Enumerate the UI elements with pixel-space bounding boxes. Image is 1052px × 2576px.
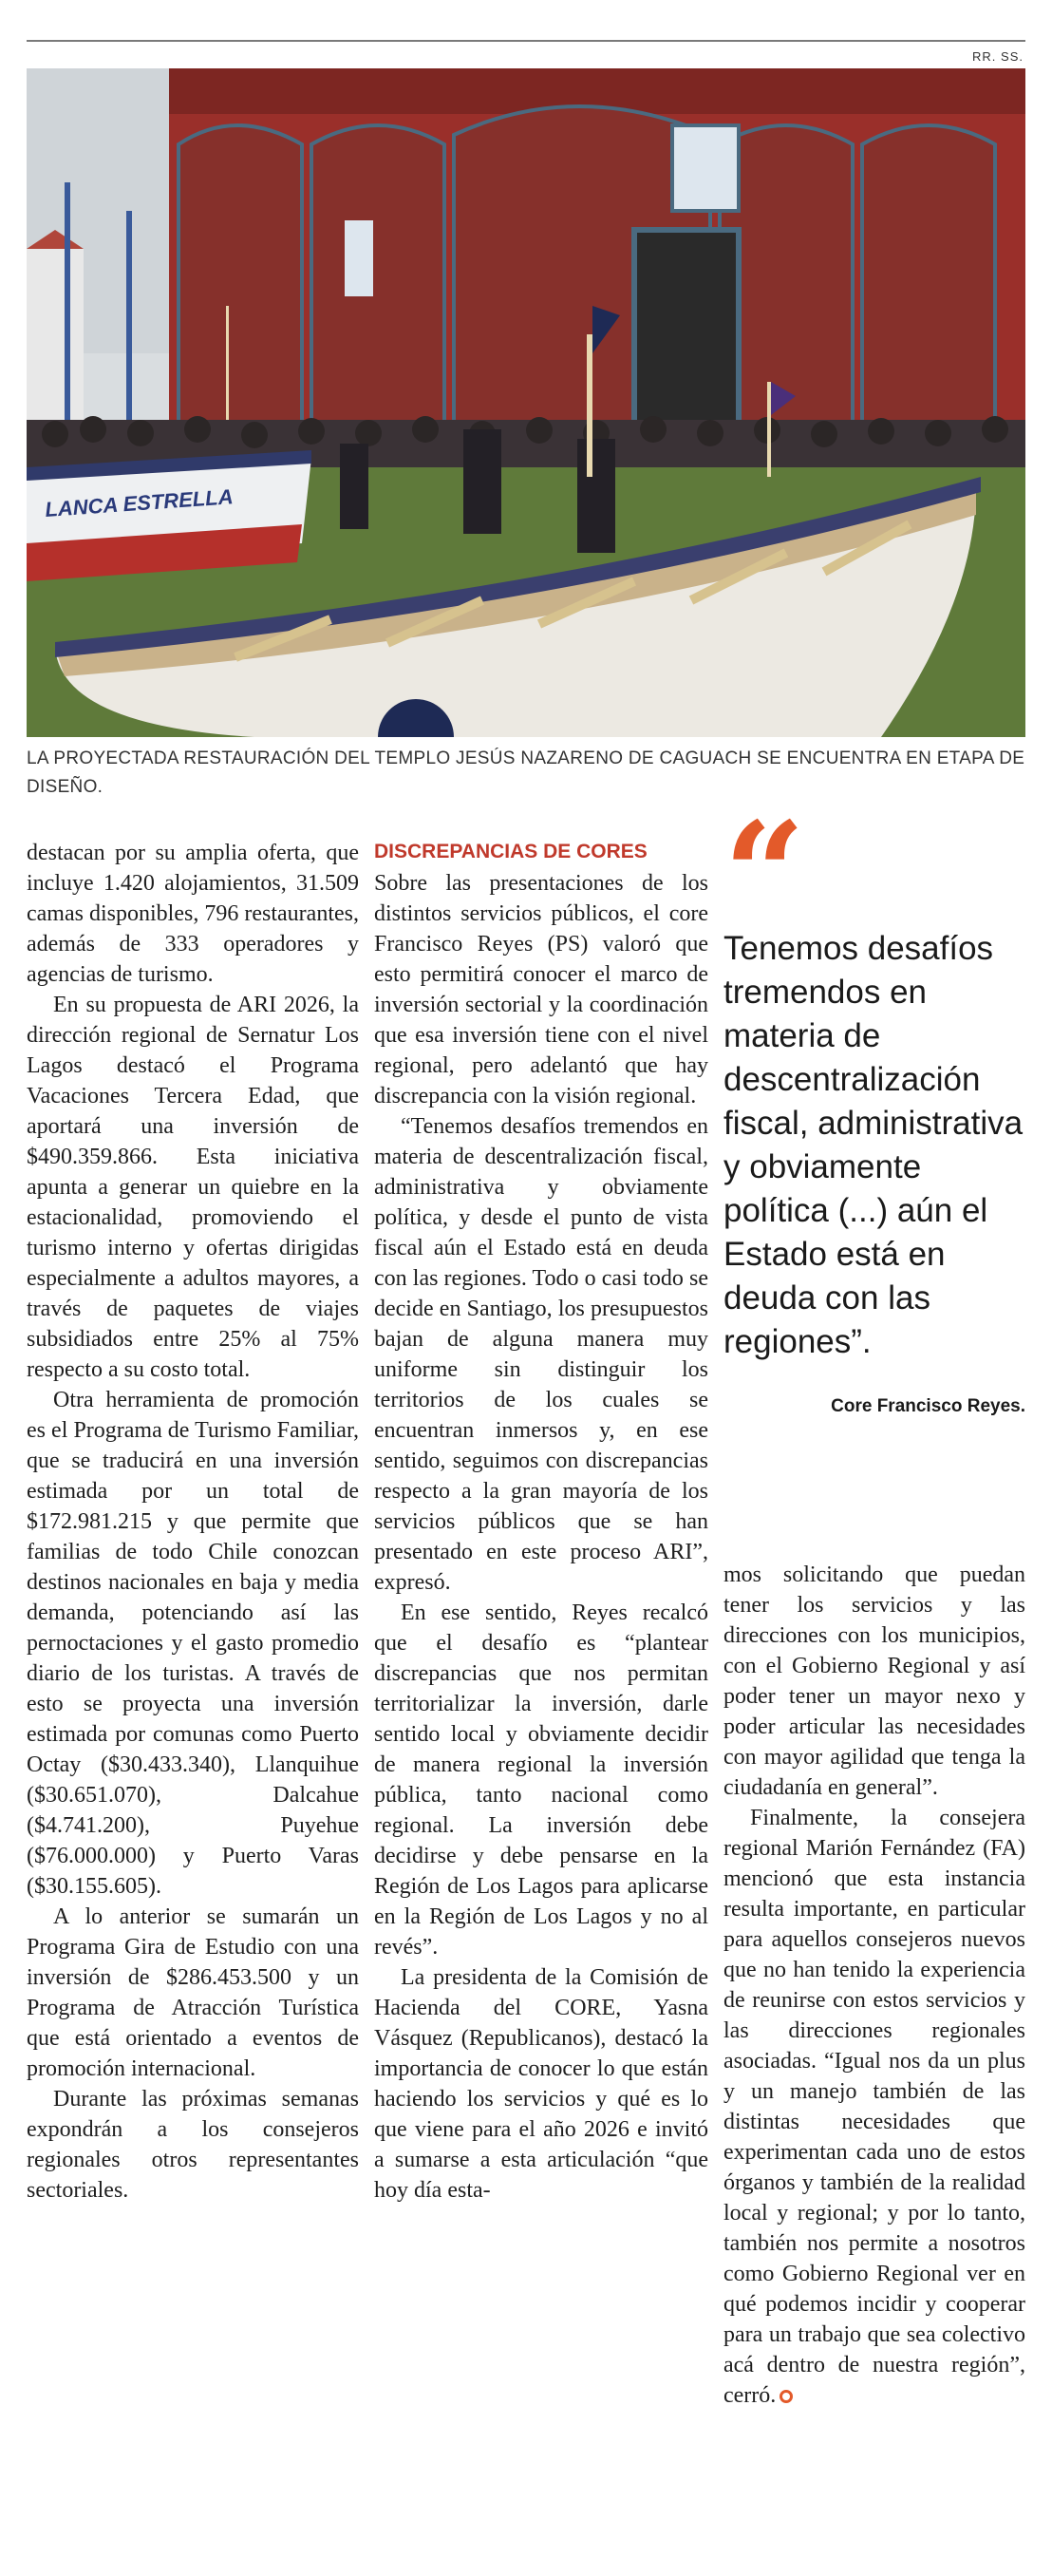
- paragraph: Durante las próximas semanas expondrán a los consejeros regionales otros representantes sectoriales.: [27, 2087, 359, 2203]
- paragraph: En su propuesta de ARI 2026, la dirección regional de Sernatur Los Lagos destacó el Programa Vacaciones Tercera Edad, que aportará una inversión de $490.359.866. Esta iniciativa apunta a generar un quiebre en la estacionalidad, promoviendo el turismo interno y ofertas dirigidas especialmente a adultos mayores, a través de paquetes de viajes subsidiados entre 25% al 75% respecto a su costo total.: [27, 993, 359, 1382]
- paragraph-text: Finalmente, la consejera regional Marión Fernández (FA) mencionó que esta instancia resulta importante, en particular para aquellos consejeros nuevos que no han tenido la experiencia de reunirse con estos servicios y las direcciones regionales asociadas. “Igual nos da un plus y un manejo también de las distintas necesidades que experimentan cada uno de estos órganos y también de la realidad local y regional; y por lo tanto, también nos permite a nosotros como Gobierno Regional ver en qué podemos incidir y cooperar para un trabajo que sea colectivo acá dentro de nuestra región”, cerró.: [723, 1806, 1025, 2408]
- paragraph: destacan por su amplia oferta, que incluye 1.420 alojamientos, 31.509 camas disponibles, 796 restaurantes, además de 333 operadores y agencias de turismo.: [27, 841, 359, 987]
- end-of-article-icon: [780, 2390, 793, 2403]
- paragraph: mos solicitando que puedan tener los servicios y las direcciones con los municipios, con el Gobierno Regional y así poder tener un mayor nexo y poder articular las necesidades con mayor agilidad que tenga la ciudadanía en general”.: [723, 1563, 1025, 1800]
- paragraph: Otra herramienta de promoción es el Programa de Turismo Familiar, que se traducirá en una inversión estimada por un total de $172.981.215 y que permite que familias de todo Chile conozcan destinos nacionales en baja y media demanda, potenciando así las pernoctaciones y el gasto promedio diario de los turistas. A través de esto se proyecta una inversión estimada por comunas como Puerto Octay ($30.433.340), Llanquihue ($30.651.070), Dalcahue ($4.741.200), Puyehue ($76.000.000) y Puerto Varas ($30.155.605).: [27, 1388, 359, 1899]
- paragraph: “Tenemos desafíos tremendos en materia de descentralización fiscal, administrativa y obviamente política, y desde el punto de vista fiscal aún el Estado está en deuda con las regiones. Todo o casi todo se decide en Santiago, los presupuestos bajan de alguna manera muy uniforme sin distinguir los territorios de los cuales se encuentran inmersos y, en ese sentido, seguimos con discrepancias respecto a la gran mayoría de los servicios públicos que se han presentado en este proceso ARI”, expresó.: [374, 1114, 708, 1595]
- photo-credit: RR. SS.: [972, 49, 1024, 64]
- church-and-boats-illustration: [27, 68, 1025, 737]
- paragraph: A lo anterior se sumarán un Programa Gira de Estudio con una inversión de $286.453.500 y un Programa de Atracción Turística que está orientado a eventos de promoción internacional.: [27, 1904, 359, 2081]
- pull-quote: [723, 791, 1025, 1417]
- article-column-2: [374, 838, 708, 2206]
- quote-mark-icon: “: [723, 791, 806, 958]
- section-subheading: DISCREPANCIAS DE CORES: [374, 841, 648, 862]
- boat-name-text: LANCA ESTRELLA: [44, 484, 235, 521]
- pull-quote-text: Tenemos desafíos tremendos en materia de descentralización fiscal, administrativa y obviamente política (...) aún el Estado está en deuda con las regiones”.: [723, 930, 1024, 1360]
- article-column-3: [723, 1560, 1025, 2411]
- pull-quote-author: Core Francisco Reyes.: [831, 1396, 1025, 1416]
- photo-caption: LA PROYECTADA RESTAURACIÓN DEL TEMPLO JESÚS NAZARENO DE CAGUACH SE ENCUENTRA EN ETAPA DE DISEÑO.: [27, 748, 1025, 797]
- article-column-1: [27, 838, 359, 2206]
- paragraph: La presidenta de la Comisión de Hacienda del CORE, Yasna Vásquez (Republicanos), destacó la importancia de conocer lo que están haciendo los servicios y qué es lo que viene para el año 2026 e invitó a sumarse a esta articulación “que hoy día esta-: [374, 1965, 708, 2203]
- paragraph: Sobre las presentaciones de los distintos servicios públicos, el core Francisco Reyes (PS) valoró que esto permitirá conocer el marco de inversión sectorial y la coordinación que esa inversión tiene con el nivel regional, pero adelantó que hay discrepancia con la visión regional.: [374, 871, 708, 1108]
- paragraph: En ese sentido, Reyes recalcó que el desafío es “plantear discrepancias que nos permitan territorializar la inversión, darle sentido local y obviamente decidir de manera regional la inversión pública, tanto nacional como regional. La inversión debe decidirse y debe pensarse en la Región de Los Lagos para aplicarse en la Región de Los Lagos y no al revés”.: [374, 1601, 708, 1960]
- paragraph: [723, 1803, 1025, 2411]
- top-rule: [27, 40, 1025, 42]
- article-photo: [27, 68, 1025, 737]
